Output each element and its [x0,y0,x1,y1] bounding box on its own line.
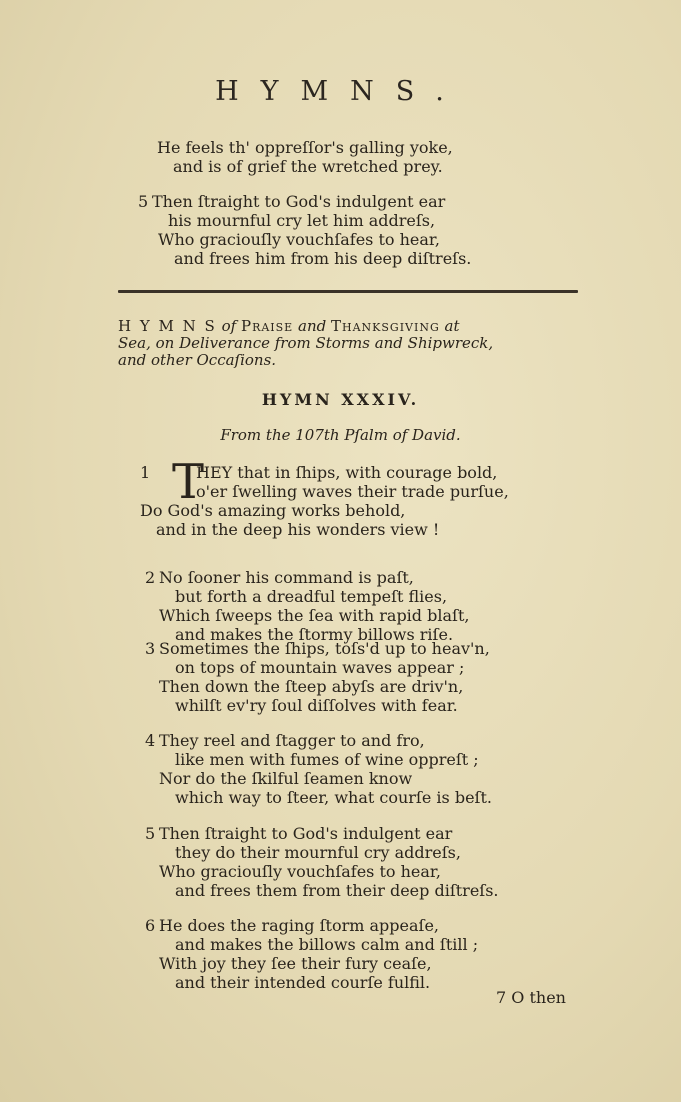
stanza-6 [145,916,478,992]
stanza-1-lines [196,463,509,501]
heading-at: at [444,317,460,335]
stanza-number: 3 [145,639,156,658]
top-stanza-5 [138,192,471,268]
verse-line: his mournful cry let him addreſs, [168,211,436,230]
stanza-number: 5 [145,824,156,843]
stanza-number: 6 [145,916,156,935]
verse-line: and makes the ſtormy billows riſe. [175,625,454,644]
verse-line: and in the deep his wonders view ! [156,520,440,539]
verse-line: Then ſtraight to God's indulgent ear [159,824,453,843]
stanza-1 [140,463,154,482]
stanza-number: 4 [145,731,156,750]
stanza-5 [145,824,499,900]
verse-line: Nor do the ſkilful ſeamen know [159,769,413,788]
verse-line: He feels th' oppreſſor's galling yoke, [157,138,453,157]
verse-line: HEY that in ſhips, with courage bold, [196,463,498,482]
heading-thanksgiving: Thanksgiving [331,317,440,335]
verse-line: and frees them from their deep diſtreſs. [175,881,499,900]
heading-line-2: Sea, on Deliverance from Storms and Shipwreck, [118,334,494,352]
heading-of: of [221,317,237,335]
verse-line: He does the raging ſtorm appeaſe, [159,916,440,935]
verse-line: Do God's amazing works behold, [140,501,406,520]
drop-cap: T [172,454,205,510]
heading-hymns: H Y M N S [118,317,217,335]
running-title: HYMNS. [215,76,466,107]
top-fragment [157,138,453,176]
hymn-title: HYMN XXXIV. [261,390,420,409]
verse-line: Then down the ſteep abyſs are driv'n, [159,677,464,696]
verse-line: whilſt ev'ry ſoul diſſolves with fear. [175,696,458,715]
verse-line: and is of grief the wretched prey. [173,157,443,176]
verse-line: Then ſtraight to God's indulgent ear [152,192,446,211]
stanza-4 [145,731,492,807]
verse-line: With joy they ſee their fury ceaſe, [159,954,432,973]
verse-line: Sometimes the ſhips, toſs'd up to heav'n, [159,639,490,658]
verse-line: like men with fumes of wine oppreſt ; [175,750,479,769]
verse-line: Who graciouſly vouchſafes to hear, [159,862,441,881]
heading-line-3: and other Occaſions. [118,351,277,369]
heading-praise: Praise [240,317,294,335]
verse-line: and makes the billows calm and ſtill ; [175,935,479,954]
section-rule [118,290,578,293]
verse-line: No ſooner his command is paſt, [159,568,414,587]
heading-and: and [298,317,327,335]
verse-line: They reel and ſtagger to and fro, [159,731,425,750]
verse-line: o'er ſwelling waves their trade purſue, [196,482,509,501]
verse-line: on tops of mountain waves appear ; [175,658,465,677]
stanza-number: 1 [140,463,151,482]
verse-line: Who graciouſly vouchſafes to hear, [158,230,440,249]
stanza-number: 2 [145,568,156,587]
stanza-1-rest [140,501,439,539]
stanza-number: 5 [138,192,149,211]
verse-line: Which ſweeps the ſea with rapid blaſt, [159,606,470,625]
stanza-2 [145,568,469,644]
verse-line: and frees him from his deep diſtreſs. [174,249,472,268]
verse-line: and their intended courſe fulfil. [175,973,431,992]
section-heading [118,318,578,369]
verse-line: but forth a dreadful tempeſt flies, [175,587,448,606]
hymn-source: From the 107th Pſalm of David. [220,426,461,444]
verse-line: they do their mournful cry addreſs, [175,843,461,862]
stanza-3 [145,639,490,715]
verse-line: which way to ſteer, what courſe is beſt. [175,788,492,807]
catchword: 7 O then [496,988,566,1007]
